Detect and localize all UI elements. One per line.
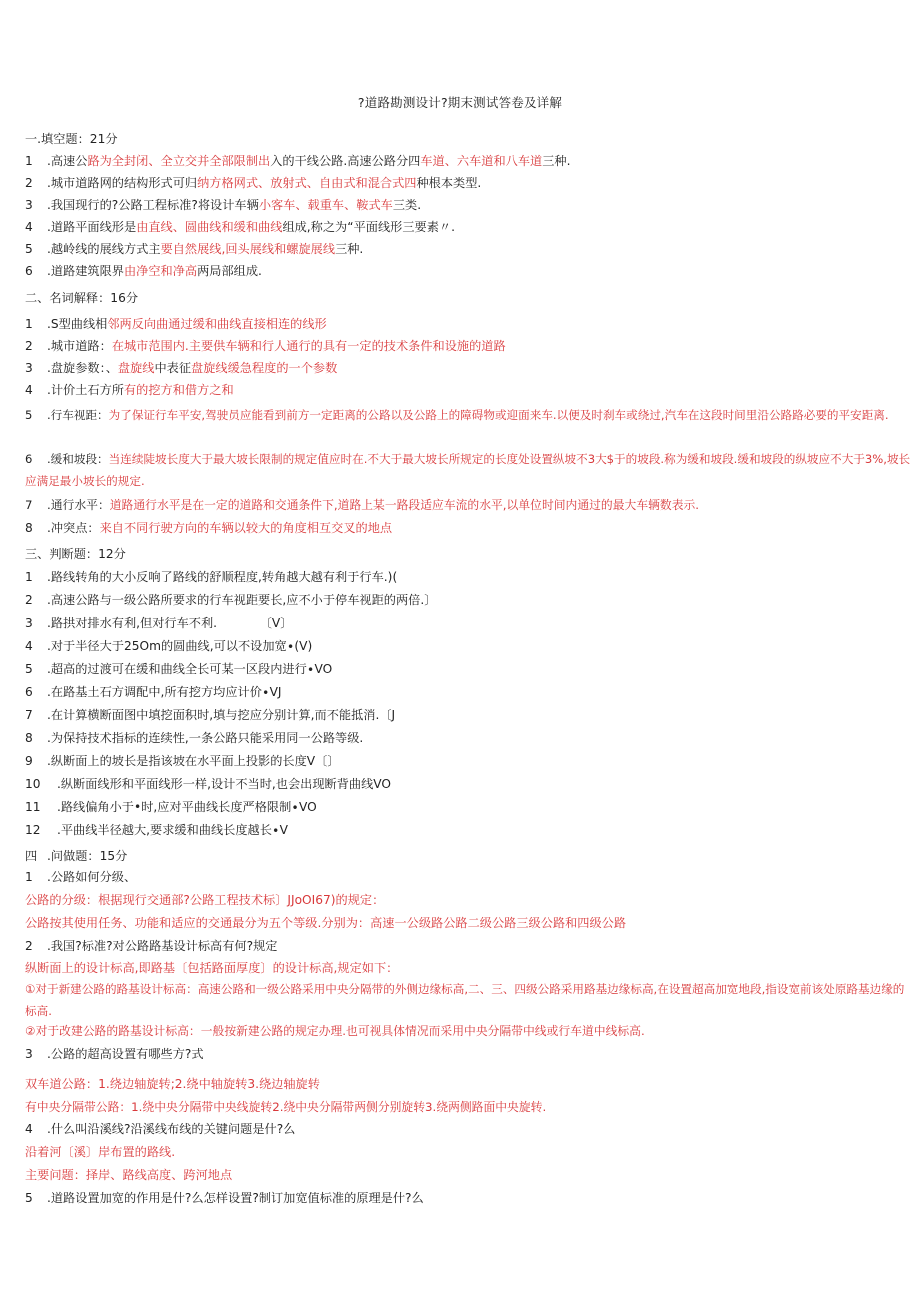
qa-answer-3-line-1: 双车道公路：1.绕边轴旋转;2.绕中轴旋转3.绕边轴旋转	[25, 1077, 320, 1091]
term-item-1: 1 .S型曲线相邻两反向曲通过缓和曲线直接相连的线形	[25, 317, 327, 331]
term-item-7: 7 .通行水平：道路通行水平是在一定的道路和交通条件下,道路上某一路段适应车流的水平,以单位时间内通过的最大车辆数表示.	[25, 498, 700, 512]
term-item-2: 2 .城市道路：在城市范围内.主要供车辆和行人通行的具有一定的技术条件和设施的道路	[25, 339, 506, 353]
judge-item-11: 11 .路线偏角小于•时,应对平曲线长度严格限制∙VO	[25, 800, 317, 814]
fill-item-5: 5 .越岭线的展线方式主要自然展线,回头展线和螺旋展线三种.	[25, 242, 364, 256]
fill-item-6: 6 .道路建筑限界由净空和净高两局部组成.	[25, 264, 262, 278]
fill-item-2: 2 .城市道路网的结构形式可归纳方格网式、放射式、自由式和混合式四种根本类型.	[25, 176, 482, 190]
term-item-8: 8 .冲突点：来自不同行驶方向的车辆以较大的角度相互交叉的地点	[25, 521, 393, 535]
qa-question-5: 5 .道路设置加宽的作用是什?么怎样设置?制订加宽值标准的原理是什?么	[25, 1191, 424, 1205]
qa-answer-2-line-2: ①对于新建公路的路基设计标高：高速公路和一级公路采用中央分隔带的外侧边缘标高,二、三、四级公路采用路基边缘标高,在设置超高加宽地段,指设宽前该处原路基边缘的标高.	[25, 982, 905, 1018]
term-item-6: 6 .缓和坡段：当连续陡坡长度大于最大坡长限制的规定值应时在.不大于最大坡长所规定的长度处设置纵坡不3大$于的坡段.称为缓和坡段.缓和坡段的纵坡应不大于3%,坡长应满足最小坡长的规定.	[25, 452, 911, 488]
judge-item-3: 3 .路拱对排水有利,但对行车不利. 〔V〕	[25, 616, 293, 630]
qa-answer-4-line-1: 沿着河〔溪〕岸布置的路线.	[25, 1145, 176, 1159]
section-qa-heading: 四 .问做题：15分	[25, 849, 128, 863]
section-judge-heading: 三、判断题：12分	[25, 547, 126, 561]
judge-item-8: 8 .为保持技术指标的连续性,一条公路只能采用同一公路等级.	[25, 731, 364, 745]
qa-answer-3-line-2: 有中央分隔带公路：1.绕中央分隔带中央线旋转2.绕中央分隔带两侧分别旋转3.绕两侧路面中央旋转.	[25, 1100, 547, 1114]
term-item-3: 3 .盘旋参数：、盘旋线中表征盘旋线缓急程度的一个参数	[25, 361, 338, 375]
term-item-5: 5 .行车视距：为了保证行车平安,驾驶员应能看到前方一定距离的公路以及公路上的障碍物或迎面来车.以便及时刹车或绕过,汽车在这段时间里沿公路路必要的平安距离.	[25, 408, 889, 422]
qa-answer-1-line-2: 公路按其使用任务、功能和适应的交通最分为五个等级.分别为：高速一公级路公路二级公路三级公路和四级公路	[25, 916, 627, 930]
judge-item-9: 9 .纵断面上的坡长是指该坡在水平面上投影的长度V〔〕	[25, 754, 340, 768]
qa-question-1: 1 .公路如何分级、	[25, 870, 137, 884]
qa-answer-2-line-1: 纵断面上的设计标高,即路基〔包括路面厚度〕的设计标高,规定如下：	[25, 961, 399, 975]
fill-item-3: 3 .我国现行的?公路工程标准?将设计车辆小客车、载重车、鞍式车三类.	[25, 198, 422, 212]
judge-item-5: 5 .超高的过渡可在缓和曲线全长可某一区段内进行∙VO	[25, 662, 333, 676]
qa-answer-1-line-1: 公路的分级：根据现行交通部?公路工程技术标〕JJoOI67)的规定：	[25, 893, 385, 907]
fill-item-1: 1 .高速公路为全封闭、全立交并全部限制出入的干线公路.高速公路分四车道、六车道和八车道三种.	[25, 154, 571, 168]
section-terms-heading: 二、名词解释：16分	[25, 291, 139, 305]
section-fill-heading: 一.填空题：21分	[25, 132, 118, 146]
qa-answer-4-line-2: 主要问题：择岸、路线高度、跨河地点	[25, 1168, 233, 1182]
judge-item-4: 4 .对于半径大于25Om的圆曲线,可以不设加宽∙(V)	[25, 639, 313, 653]
qa-question-4: 4 .什么叫沿溪线?沿溪线布线的关键问题是什?么	[25, 1122, 296, 1136]
judge-item-1: 1 .路线转角的大小反响了路线的舒顺程度,转角越大越有利于行车.)(	[25, 570, 398, 584]
qa-question-3: 3 .公路的超高设置有哪些方?式	[25, 1047, 204, 1061]
judge-item-10: 10 .纵断面线形和平面线形一样,设计不当时,也会出现断背曲线VO	[25, 777, 392, 791]
term-item-4: 4 .计价土石方所有的挖方和借方之和	[25, 383, 234, 397]
judge-item-2: 2 .高速公路与一级公路所要求的行车视距要长,应不小于停车视距的两倍.〕	[25, 593, 437, 607]
judge-item-6: 6 .在路基土石方调配中,所有挖方均应计价∙VJ	[25, 685, 282, 699]
fill-item-4: 4 .道路平面线形是由直线、圆曲线和缓和曲线组成,称之为“平面线形三要素〃.	[25, 220, 455, 234]
document-title: ?道路勘测设计?期末测试答卷及详解	[357, 95, 563, 110]
judge-item-12: 12 .平曲线半径越大,要求缓和曲线长度越长∙V	[25, 823, 288, 837]
judge-item-7: 7 .在计算横断面图中填挖面积时,填与挖应分别计算,而不能抵消.〔J	[25, 708, 396, 722]
qa-answer-2-line-3: ②对于改建公路的路基设计标高：一般按新建公路的规定办理.也可视具体情况而采用中央分隔带中线或行车道中线标高.	[25, 1024, 645, 1038]
qa-question-2: 2 .我国?标准?对公路路基设计标高有何?规定	[25, 939, 278, 953]
